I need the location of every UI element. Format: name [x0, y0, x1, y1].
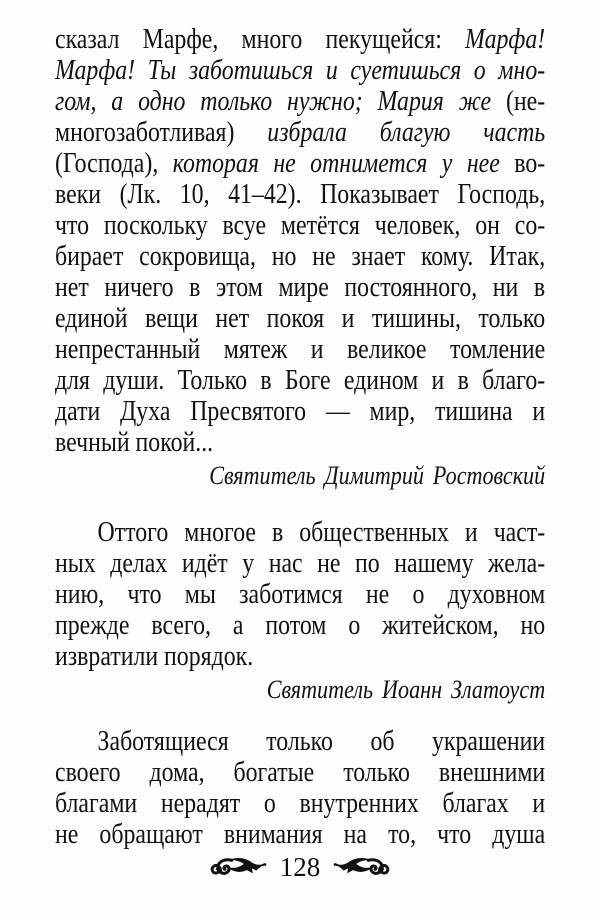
quote-italic-segment: гом, а одно только нужно; Мария же [55, 86, 492, 117]
text-line [55, 610, 545, 641]
text-line [55, 365, 545, 396]
page-number: 128 [279, 852, 321, 882]
text-segment: бирает сокровища, но не знает кому. Итак, [55, 241, 546, 272]
text-segment: дати Духа Пресвятого — мир, тишина и [55, 396, 546, 427]
text-line [55, 757, 545, 788]
quote-italic-segment: которая не отнимется у нее [172, 148, 500, 179]
text-line [55, 303, 545, 334]
text-segment: непрестанный мятеж и великое томление [55, 334, 546, 365]
quote-italic-segment: Марфа! Ты заботишься и суетишься о мно- [55, 55, 546, 86]
paragraph [55, 726, 545, 850]
text-segment: благами нерадят о внутренних благах и [55, 788, 546, 819]
text-line [55, 334, 545, 365]
text-line [55, 396, 545, 427]
footer-ornament-left-icon [209, 855, 267, 880]
text-segment: сказал Марфе, много пекущейся: [55, 24, 466, 55]
text-line [55, 86, 545, 117]
text-segment: (Господа), [55, 148, 173, 179]
text-line [55, 117, 545, 148]
text-segment: прежде всего, а потом о житейском, но [55, 610, 546, 641]
text-segment: многозаботливая) [55, 117, 268, 148]
text-line [55, 517, 545, 548]
text-segment: Заботящиеся только об украшении [97, 726, 546, 757]
quote-italic-segment: Марфа! [465, 24, 546, 55]
text-segment: единой вещи нет покоя и тишины, только [55, 303, 546, 334]
text-line [55, 55, 545, 86]
text-line [55, 579, 545, 610]
attribution: Святитель Димитрий Ростовский [209, 461, 546, 490]
text-line [55, 210, 545, 241]
text-line [55, 641, 545, 672]
text-segment: нию, что мы заботимся не о духовном [55, 579, 546, 610]
text-line [55, 819, 545, 850]
text-segment: веки (Лк. 10, 41–42). Показывает Господь, [55, 179, 546, 210]
text-segment: не обращают внимания на то, что душа [55, 819, 546, 850]
text-segment: вечный покой... [55, 427, 214, 458]
text-block [55, 24, 545, 850]
text-segment: что поскольку всуе метётся человек, он со- [55, 210, 546, 241]
text-line [55, 427, 545, 458]
text-line [55, 24, 545, 55]
text-line [55, 272, 545, 303]
text-line [55, 548, 545, 579]
text-segment: ных делах идёт у нас не по нашему жела- [55, 548, 546, 579]
text-line [55, 788, 545, 819]
paragraph [55, 517, 545, 705]
page-footer [0, 852, 600, 882]
quote-italic-segment: избрала благую часть [267, 117, 546, 148]
text-line [55, 148, 545, 179]
footer-ornament-right-icon [333, 855, 391, 880]
text-line [55, 726, 545, 757]
text-line [55, 179, 545, 210]
text-segment: для души. Только в Боге едином и в благо- [55, 365, 546, 396]
attribution: Святитель Иоанн Златоуст [266, 675, 546, 704]
text-segment: извратили порядок. [55, 641, 254, 672]
text-line [55, 241, 545, 272]
text-segment: нет ничего в этом мире постоянного, ни в [55, 272, 546, 303]
text-segment: своего дома, богатые только внешними [55, 757, 546, 788]
text-segment: во- [499, 148, 546, 179]
paragraph [55, 24, 545, 491]
text-segment: (не- [491, 86, 546, 117]
text-segment: Оттого многое в общественных и част- [97, 517, 546, 548]
